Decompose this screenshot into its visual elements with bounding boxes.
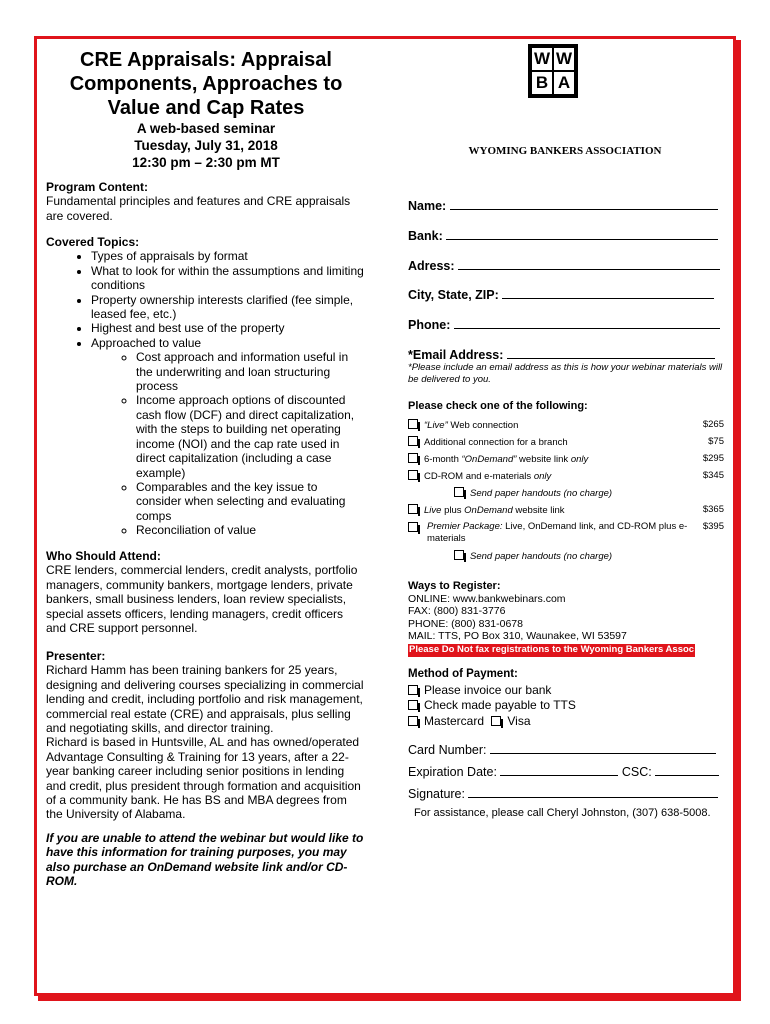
option-handouts[interactable] — [454, 487, 724, 500]
closing-note: If you are unable to attend the webinar but would like to have this information for training purposes, you may also purchase an OnDemand website link and/or CD-ROM. — [46, 831, 364, 889]
option-premier-text — [427, 521, 695, 545]
expiration-line[interactable] — [500, 764, 618, 776]
logo-letter-w2: W — [555, 49, 573, 68]
option-additional-price: $75 — [708, 436, 724, 447]
checkbox[interactable] — [491, 716, 501, 726]
checkbox[interactable] — [408, 453, 418, 463]
checkbox[interactable] — [408, 436, 418, 446]
payment-section — [408, 667, 724, 729]
option-liveplus-text: plus — [441, 505, 465, 516]
border-shadow-bottom — [38, 996, 741, 1001]
program-heading: Program Content: — [46, 180, 148, 194]
option-cdrom[interactable] — [408, 470, 724, 483]
option-live-price: $265 — [702, 419, 724, 430]
bank-label: Bank: — [408, 229, 443, 243]
payment-check[interactable] — [408, 698, 724, 714]
topic-item: • Types of appraisals by format — [91, 249, 366, 263]
program-text: Fundamental principles and features and CRE appraisals are covered. — [46, 194, 351, 223]
approach-item: ◦ Cost approach and information useful in the underwriting and loan structuring process — [136, 350, 366, 393]
signature-label: Signature: — [408, 787, 465, 801]
signature-line[interactable] — [468, 786, 718, 798]
option-ondemand-text: website link — [516, 454, 571, 465]
topics-heading: Covered Topics: — [46, 235, 140, 249]
option-live-label: Web connection — [447, 420, 519, 431]
address-field[interactable] — [408, 258, 724, 273]
email-label: *Email Address: — [408, 348, 504, 362]
association-name: WYOMING BANKERS ASSOCIATION — [468, 145, 662, 157]
payment-visa-label: Visa — [507, 713, 531, 728]
presenter-bio-2: Richard is based in Huntsville, AL and has owned/operated Advantage Consulting & Training for 13 years, after a 22-year banking career including senior positions in lending and credit, plus president through formation and acquisition of a community bank. He has BS and MBA degrees from the University of Alabama. — [46, 735, 361, 822]
approaches-list — [91, 350, 366, 537]
register-heading: Ways to Register: — [408, 580, 501, 592]
attend-heading: Who Should Attend: — [46, 549, 161, 563]
seminar-subtitle: A web-based seminar — [136, 121, 276, 136]
option-handouts-2[interactable] — [454, 550, 724, 563]
option-cdrom-only: only — [533, 471, 552, 482]
option-liveplus[interactable] — [408, 504, 724, 517]
page-title — [46, 48, 366, 120]
csc-line[interactable] — [655, 764, 719, 776]
phone-line[interactable] — [454, 317, 720, 329]
option-additional-label: Additional connection for a branch — [424, 437, 568, 448]
logo-letter-a: A — [554, 72, 574, 94]
register-mail: MAIL: TTS, PO Box 310, Waunakee, WI 53597 — [408, 630, 627, 643]
option-liveplus-text: website link — [512, 505, 565, 516]
card-number-line[interactable] — [490, 742, 716, 754]
email-field[interactable] — [408, 347, 724, 362]
option-premier-price: $395 — [702, 521, 724, 532]
seminar-time: 12:30 pm – 2:30 pm MT — [132, 155, 280, 170]
option-premier-desc: Live, OnDemand link, and CD-ROM plus e-materials — [427, 521, 688, 544]
title-line-3: Value and Cap Rates — [107, 97, 305, 119]
option-liveplus-text: Live — [424, 505, 442, 516]
option-ondemand-only: only — [570, 454, 589, 465]
name-field[interactable] — [408, 198, 724, 213]
phone-label: Phone: — [408, 318, 451, 332]
approach-item: ◦ Reconciliation of value — [136, 523, 366, 537]
checkbox[interactable] — [454, 487, 464, 497]
options-heading: Please check one of the following: — [408, 400, 588, 412]
option-premier[interactable] — [408, 521, 724, 545]
fax-warning: Please Do Not fax registrations to the Wyoming Bankers Assoc — [409, 643, 695, 655]
topic-item-label: Approached to value — [91, 335, 202, 350]
email-note: *Please include an email address as this is how your webinar materials will be delivered to you. — [408, 362, 723, 385]
bank-field[interactable] — [408, 228, 724, 243]
email-line[interactable] — [507, 347, 715, 359]
payment-mastercard-label: Mastercard — [424, 713, 485, 728]
assistance-text: For assistance, please call Cheryl Johnston, (307) 638-5008. — [414, 807, 711, 819]
payment-card-type[interactable] — [408, 714, 724, 730]
address-label: Adress: — [408, 259, 455, 273]
option-live-quote: “Live” — [424, 420, 448, 431]
card-number-label: Card Number: — [408, 743, 487, 757]
option-additional[interactable] — [408, 436, 724, 449]
payment-check-label: Check made payable to TTS — [424, 698, 576, 712]
logo-letter-b: B — [532, 72, 552, 94]
checkbox[interactable] — [454, 550, 464, 560]
option-ondemand[interactable] — [408, 453, 724, 466]
card-number-field[interactable] — [408, 742, 716, 757]
program-section — [46, 180, 366, 223]
register-section — [408, 580, 738, 657]
checkbox[interactable] — [408, 522, 418, 532]
payment-invoice-label: Please invoice our bank — [424, 682, 552, 697]
option-ondemand-price: $295 — [702, 453, 724, 464]
register-online[interactable]: ONLINE: www.bankwebinars.com — [408, 592, 566, 605]
phone-field[interactable] — [408, 317, 724, 332]
expiration-field[interactable] — [408, 764, 719, 779]
option-cdrom-price: $345 — [702, 470, 724, 481]
csc-label: CSC: — [621, 765, 652, 779]
presenter-heading: Presenter: — [46, 649, 106, 663]
checkbox[interactable] — [408, 685, 418, 695]
payment-invoice[interactable] — [408, 683, 724, 699]
checkbox[interactable] — [408, 504, 418, 514]
approach-item: ◦ Income approach options of discounted cash flow (DCF) and direct capitalization, with the steps to building net operating income (NOI) and the cap rate used in direct capitalization (including a case example) — [136, 393, 366, 479]
payment-heading: Method of Payment: — [408, 668, 518, 680]
city-line[interactable] — [502, 287, 714, 299]
city-field[interactable] — [408, 287, 724, 302]
signature-field[interactable] — [408, 786, 718, 801]
seminar-date: Tuesday, July 31, 2018 — [134, 138, 278, 153]
topics-list — [46, 249, 366, 537]
expiration-label: Expiration Date: — [408, 765, 497, 779]
checkbox[interactable] — [408, 716, 418, 726]
topic-item: • Highest and best use of the property — [91, 321, 366, 335]
attend-section — [46, 549, 366, 635]
checkbox[interactable] — [408, 700, 418, 710]
logo-letter-w1: W — [533, 49, 551, 68]
register-phone: PHONE: (800) 831-0678 — [408, 617, 523, 630]
option-liveplus-price: $365 — [702, 504, 724, 515]
presenter-section — [46, 649, 366, 822]
checkbox[interactable] — [408, 419, 418, 429]
option-premier-title: Premier Package: — [427, 521, 503, 532]
title-line-2: Components, Approaches to — [69, 73, 343, 95]
option-live[interactable] — [408, 419, 724, 432]
name-label: Name: — [408, 199, 447, 213]
topic-item: • Property ownership interests clarified (fee simple, leased fee, etc.) — [91, 293, 366, 322]
border-shadow-right — [736, 40, 741, 1000]
register-fax: FAX: (800) 831-3776 — [408, 605, 506, 618]
option-cdrom-text: CD-ROM and e-materials — [424, 471, 534, 482]
title-line-1: CRE Appraisals: Appraisal — [80, 49, 332, 71]
address-line[interactable] — [458, 258, 720, 270]
bank-line[interactable] — [446, 228, 718, 240]
seminar-info — [46, 120, 366, 171]
checkbox[interactable] — [408, 470, 418, 480]
city-label: City, State, ZIP: — [408, 288, 499, 302]
topic-item — [91, 336, 366, 538]
topics-section — [46, 235, 366, 538]
option-handouts-label: Send paper handouts (no charge) — [470, 488, 613, 499]
name-line[interactable] — [450, 198, 718, 210]
option-ondemand-text: 6-month — [424, 454, 462, 465]
presenter-bio-1: Richard Hamm has been training bankers for 25 years, designing and delivering courses specializing in commercial lending and credit, including portfolio and risk management, commercial real estate (CRE) and appraisals, plus selling and negotiating skills, and director training. — [46, 663, 364, 736]
approach-item: ◦ Comparables and the key issue to consider when selecting and evaluating comps — [136, 480, 366, 523]
attend-text: CRE lenders, commercial lenders, credit analysts, portfolio managers, community bankers, mortgage lenders, private bankers, small business lenders, loan review specialists, special assets officers, lending managers, credit officers and CRE support personnel. — [46, 563, 358, 636]
wba-logo — [528, 44, 578, 98]
topic-item: • What to look for within the assumptions and limiting conditions — [91, 264, 366, 293]
option-liveplus-text: OnDemand — [464, 505, 513, 516]
option-ondemand-quote: “OnDemand” — [461, 454, 517, 465]
option-handouts-2-label: Send paper handouts (no charge) — [470, 551, 613, 562]
